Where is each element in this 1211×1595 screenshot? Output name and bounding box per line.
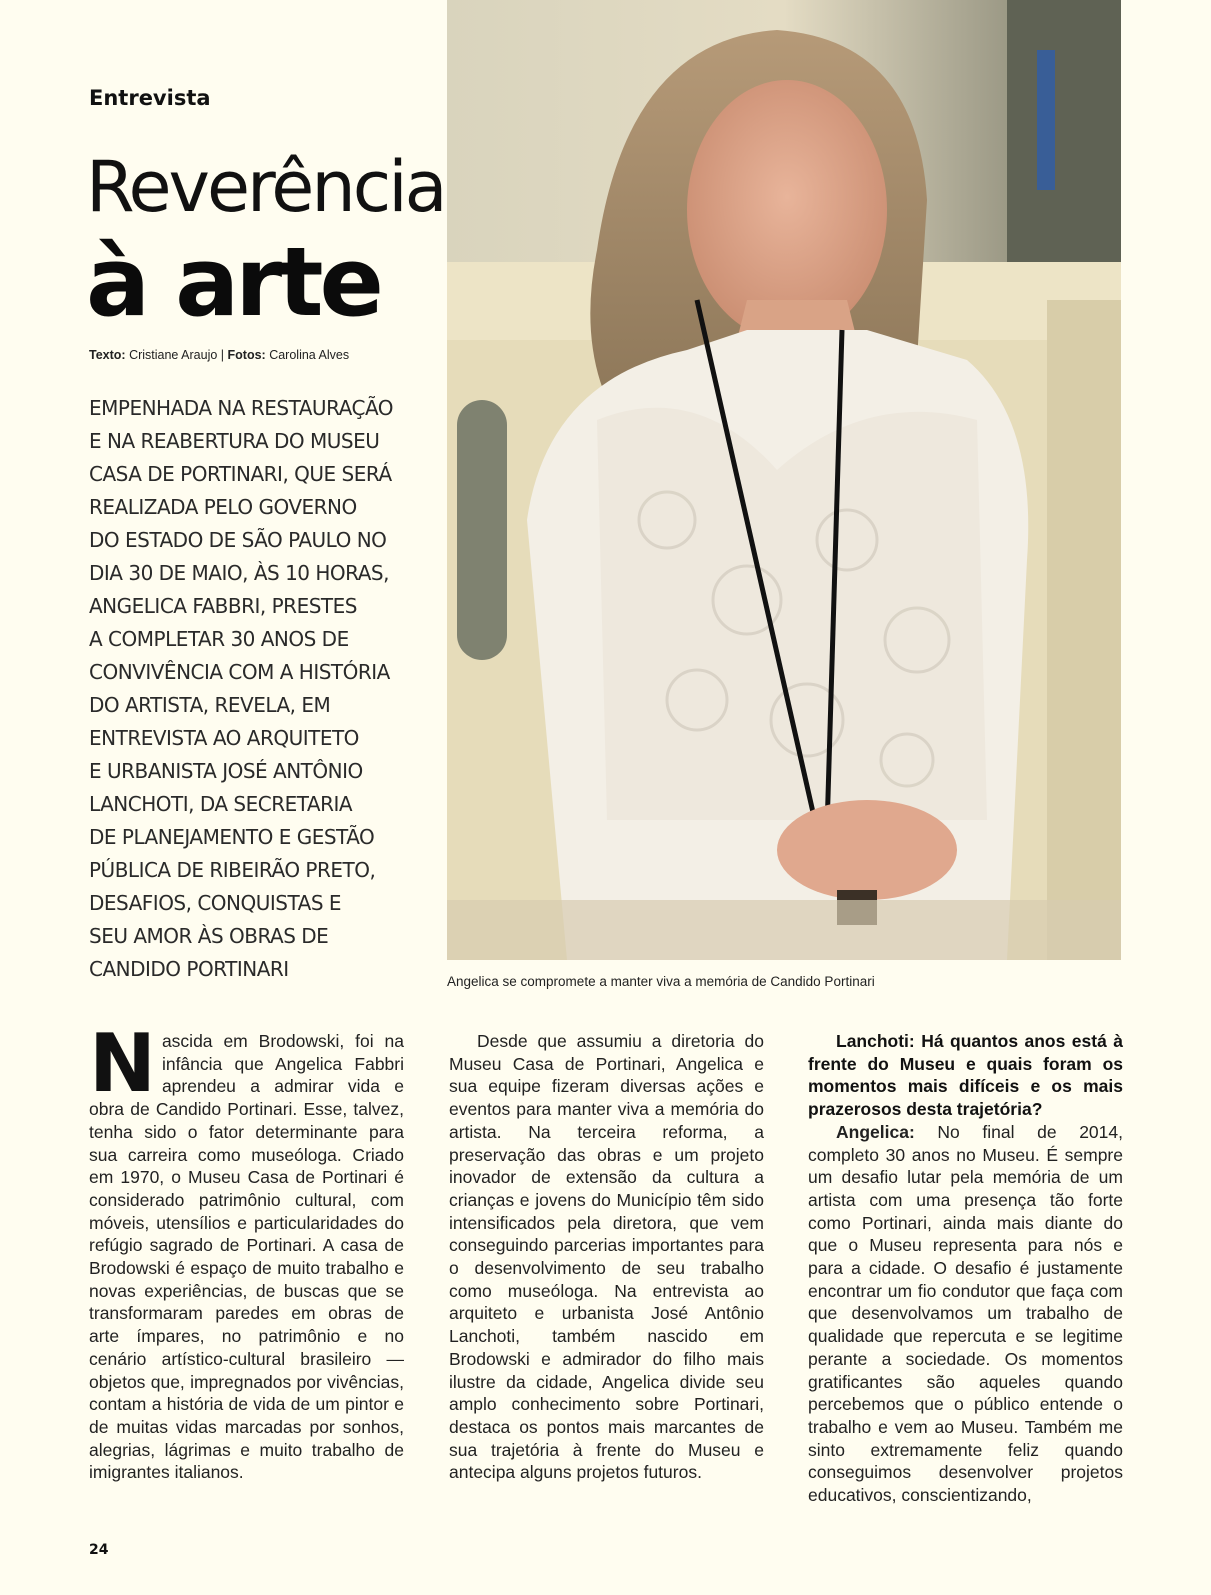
lead-line: ANGELICA FABBRI, PRESTES — [89, 594, 357, 618]
photo-credit-author: Carolina Alves — [269, 348, 350, 362]
drop-cap: N — [89, 1017, 156, 1110]
lead-line: PÚBLICA DE RIBEIRÃO PRETO, — [89, 858, 376, 882]
text-credit-label: Texto: — [89, 348, 126, 362]
lead-line: DESAFIOS, CONQUISTAS E — [89, 891, 342, 915]
lead-line: REALIZADA PELO GOVERNO — [89, 495, 357, 519]
body-column-3 — [808, 1030, 1123, 1507]
lead-line: CASA DE PORTINARI, QUE SERÁ — [89, 462, 392, 486]
lead-line: DIA 30 DE MAIO, ÀS 10 HORAS, — [89, 561, 389, 585]
lead-line: CANDIDO PORTINARI — [89, 957, 289, 981]
body-column-1 — [89, 1017, 404, 1484]
portrait-photo — [447, 0, 1121, 960]
section-label: Entrevista — [89, 86, 211, 110]
interview-question: Lanchoti: Há quantos anos está à frente do Museu e quais foram os momentos mais difíceis e os mais prazerosos desta trajetória? — [808, 1031, 1123, 1120]
lead-line: LANCHOTI, DA SECRETARIA — [89, 792, 353, 816]
lead-line: DO ESTADO DE SÃO PAULO NO — [89, 528, 387, 552]
lead-line: E NA REABERTURA DO MUSEU — [89, 429, 380, 453]
body-column-2 — [449, 1030, 764, 1484]
photo-credit-label: Fotos: — [227, 348, 266, 362]
text-credit-author: Cristiane Araujo — [129, 348, 218, 362]
lead-line: EMPENHADA NA RESTAURAÇÃO — [89, 396, 394, 420]
interview-answer: No final de 2014, completo 30 anos no Museu. É sempre um desafio lutar pela memória de um artista com uma presença tão forte como Portinari, ainda mais diante do que o Museu representa para nós e para a cidade. O desafio é justamente encontrar um fio condutor que faça com que desenvolvamos um trabalho de qualidade que repercuta e se legitime perante a sociedade. Os momentos gratificantes são aqueles quando percebemos que o público entende o trabalho e vem ao Museu. Também me sinto extremamente feliz quando conseguimos desenvolver projetos educativos, conscientizando, — [808, 1121, 1123, 1506]
lead-line: E URBANISTA JOSÉ ANTÔNIO — [89, 759, 363, 783]
credit-separator: | — [220, 348, 225, 362]
column-1-text: ascida em Brodowski, foi na infância que Angelica Fabbri aprendeu a admirar vida e obra de Candido Portinari. Esse, talvez, tenha sido o fator determinante para sua carreira como museóloga. Criado em 1970, o Museu Casa de Portinari é considerado patrimônio cultural, com móveis, utensílios e particularidades do refúgio sagrado de Portinari. A casa de Brodowski é espaço de muito trabalho e novas experiências, de buscas que se transformaram paredes em obras de arte ímpares, no patrimônio e no cenário artístico-cultural brasileiro — objetos que, impregnados por vivências, contam a história de vida de um pintor e de muitas vidas marcadas por sonhos, alegrias, lágrimas e muito trabalho de imigrantes italianos. — [89, 1031, 404, 1483]
lead-line: CONVIVÊNCIA COM A HISTÓRIA — [89, 660, 390, 684]
lead-line: SEU AMOR ÀS OBRAS DE — [89, 924, 329, 948]
page-number: 24 — [89, 1542, 109, 1558]
answer-label: Angelica: — [836, 1121, 915, 1142]
byline — [89, 348, 349, 362]
lead-line: A COMPLETAR 30 ANOS DE — [89, 627, 349, 651]
lead-line: ENTREVISTA AO ARQUITETO — [89, 726, 359, 750]
column-2-text: Desde que assumiu a diretoria do Museu Casa de Portinari, Angelica e sua equipe fizeram diversas ações e eventos para manter viva a memória do artista. Na terceira reforma, a preservação das obras e um projeto inovador de extensão da cultura a crianças e jovens do Município têm sido intensificados pela diretora, que vem conseguindo parcerias importantes para o desenvolvimento de seu trabalho como museóloga. Na entrevista ao arquiteto e urbanista José Antônio Lanchoti, também nascido em Brodowski e admirador do filho mais ilustre da cidade, Angelica divide seu amplo conhecimento sobre Portinari, destaca os pontos mais marcantes de sua trajetória à frente do Museu e antecipa alguns projetos futuros. — [449, 1031, 764, 1483]
lead-paragraph — [89, 392, 409, 986]
photo-caption: Angelica se compromete a manter viva a memória de Candido Portinari — [447, 974, 875, 989]
lead-line: DE PLANEJAMENTO E GESTÃO — [89, 825, 375, 849]
headline-line-1: Reverência — [86, 146, 445, 228]
headline-line-2: à arte — [86, 228, 380, 338]
lead-line: DO ARTISTA, REVELA, EM — [89, 693, 331, 717]
